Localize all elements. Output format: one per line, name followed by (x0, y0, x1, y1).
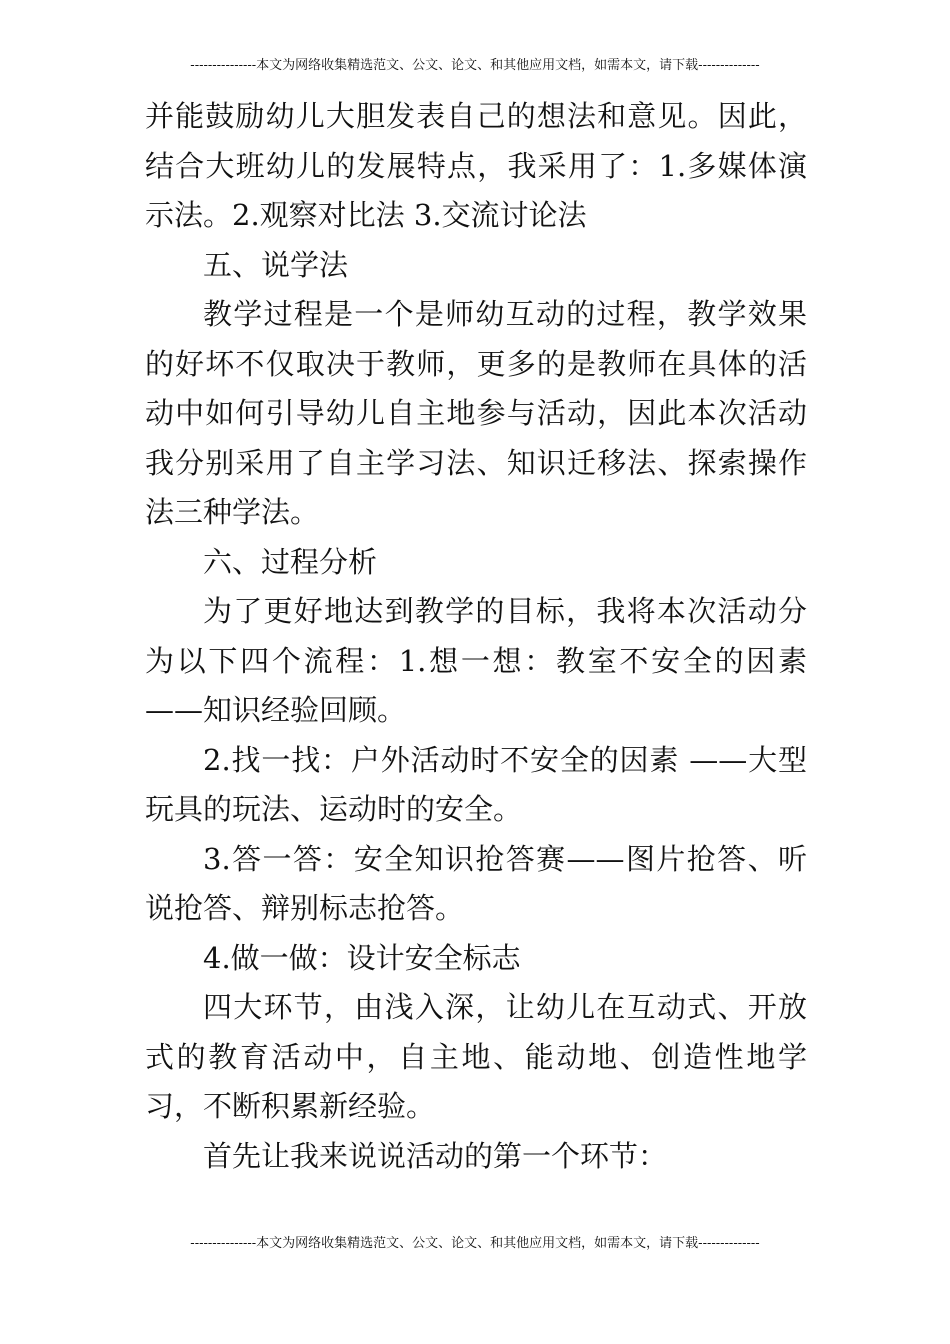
header-banner: ---------------本文为网络收集精选范文、公文、论文、和其他应用文档，如需本文，请下载-------------- (190, 58, 760, 73)
paragraph-summary: 四大环节，由浅入深，让幼儿在互动式、开放式的教育活动中，自主地、能动地、创造性地学习，不断积累新经验。 (145, 990, 807, 1123)
paragraph-step-4: 4.做一做：设计安全标志 (203, 940, 521, 975)
footer-banner: ---------------本文为网络收集精选范文、公文、论文、和其他应用文档，如需本文，请下载-------------- (190, 1236, 760, 1251)
paragraph-first-step-intro: 首先让我来说说活动的第一个环节： (203, 1138, 668, 1173)
document-body (145, 92, 807, 1181)
paragraph-step-2: 2.找一找：户外活动时不安全的因素 ——大型玩具的玩法、运动时的安全。 (145, 742, 807, 826)
section-heading-process-analysis: 六、过程分析 (203, 544, 378, 579)
paragraph-continuation: 并能鼓励幼儿大胆发表自己的想法和意见。因此，结合大班幼儿的发展特点，我采用了：1.多媒体演示法。2.观察对比法 3.交流讨论法 (145, 99, 807, 232)
section-heading-study-method: 五、说学法 (203, 247, 349, 282)
paragraph-study-method: 教学过程是一个是师幼互动的过程，教学效果的好坏不仅取决于教师，更多的是教师在具体的活动中如何引导幼儿自主地参与活动，因此本次活动我分别采用了自主学习法、知识迁移法、探索操作法三种学法。 (145, 297, 807, 529)
paragraph-process-overview: 为了更好地达到教学的目标，我将本次活动分为以下四个流程：1.想一想：教室不安全的因素 ——知识经验回顾。 (145, 594, 807, 727)
paragraph-step-3: 3.答一答：安全知识抢答赛——图片抢答、听说抢答、辩别标志抢答。 (145, 841, 807, 925)
